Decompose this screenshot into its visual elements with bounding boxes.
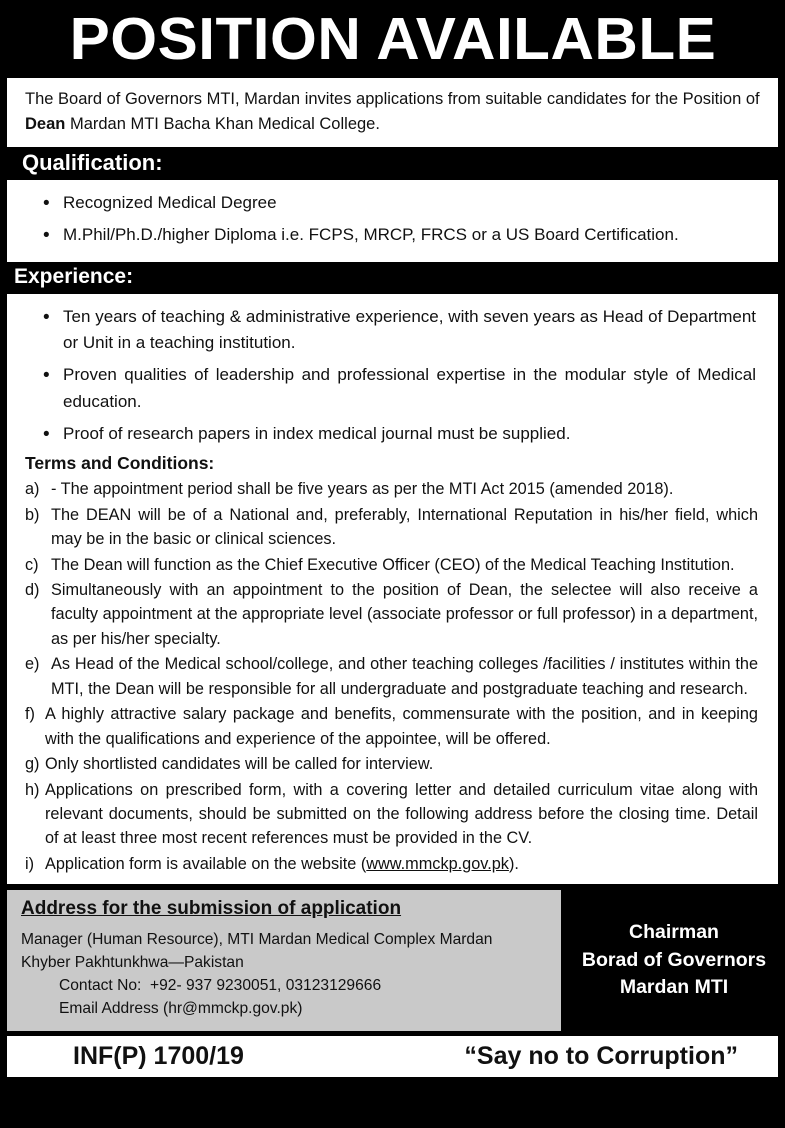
chairman-box bbox=[570, 890, 778, 1031]
qualification-list bbox=[21, 190, 766, 249]
chairman-location: Mardan MTI bbox=[619, 976, 729, 999]
intro-line-1: The Board of Governors MTI, Mardan invites applications from suitable candidates for bbox=[25, 90, 651, 108]
terms-text: A highly attractive salary package and benefits, commensurate with the position, and in keeping with the qualifications and experience of the appointee, will be offered. bbox=[45, 705, 758, 748]
qualification-heading: Qualification: bbox=[22, 150, 163, 176]
terms-item bbox=[21, 778, 766, 851]
contact-label: Contact No: bbox=[59, 977, 142, 995]
terms-marker: g) bbox=[25, 755, 40, 774]
terms-marker: c) bbox=[25, 555, 39, 574]
list-item: • Ten years of teaching & administrative experience, with seven years as Head of Department or Unit in a teaching institution. bbox=[21, 304, 766, 357]
chairman-title: Chairman bbox=[629, 921, 719, 944]
list-item: • Proven qualities of leadership and professional expertise in the modular style of Medical education. bbox=[21, 362, 766, 415]
experience-list bbox=[21, 304, 766, 448]
terms-text bbox=[45, 852, 766, 876]
terms-item bbox=[21, 702, 766, 751]
list-item: • M.Phil/Ph.D./higher Diploma i.e. FCPS, MRCP, FRCS or a US Board Certification. bbox=[21, 222, 766, 248]
position-name: Dean bbox=[25, 115, 66, 134]
terms-item bbox=[21, 852, 766, 876]
terms-item bbox=[21, 578, 766, 651]
terms-item bbox=[21, 553, 766, 577]
terms-text: The DEAN will be of a National and, preferably, International Reputation in his/her field, which may be in the basic or clinical sciences. bbox=[51, 505, 758, 549]
address-heading: Address for the submission of application bbox=[21, 898, 402, 920]
terms-marker: b) bbox=[25, 505, 40, 524]
terms-item bbox=[21, 652, 766, 701]
terms-text: - The appointment period shall be five years as per the MTI Act 2015 (amended 2018). bbox=[51, 480, 674, 499]
footer-row bbox=[7, 890, 778, 1031]
qualification-heading-band bbox=[0, 147, 785, 180]
experience-heading: Experience: bbox=[14, 264, 134, 288]
intro-line-2-suffix: Mardan MTI Bacha Khan Medical College. bbox=[65, 115, 380, 134]
intro-line-2-prefix: the Position of bbox=[655, 90, 760, 108]
inf-number: INF(P) 1700/19 bbox=[73, 1041, 244, 1070]
terms-text-prefix: Application form is available on the website ( bbox=[45, 854, 367, 873]
terms-marker: i) bbox=[25, 854, 35, 873]
terms-item bbox=[21, 752, 766, 776]
experience-terms-panel bbox=[7, 294, 778, 885]
anti-corruption-slogan: “Say no to Corruption” bbox=[464, 1041, 738, 1070]
list-item: • Recognized Medical Degree bbox=[21, 190, 766, 216]
intro-paragraph bbox=[25, 87, 764, 137]
chairman-org: Borad of Governors bbox=[581, 948, 767, 971]
list-item: • Proof of research papers in index medical journal must be supplied. bbox=[21, 421, 766, 447]
experience-heading-band bbox=[0, 262, 785, 294]
contact-line bbox=[21, 975, 551, 998]
terms-text-suffix: ). bbox=[508, 854, 519, 873]
terms-item bbox=[21, 477, 766, 501]
terms-marker: f) bbox=[25, 705, 35, 724]
address-box bbox=[7, 890, 561, 1031]
terms-text: Simultaneously with an appointment to the position of Dean, the selectee will also receive a faculty appointment at the appropriate level (associate professor or full professor) in a department, as per his/her specialty. bbox=[51, 581, 758, 648]
terms-text: The Dean will function as the Chief Executive Officer (CEO) of the Medical Teaching Institution. bbox=[51, 555, 735, 574]
address-line-2: Khyber Pakhtunkhwa—Pakistan bbox=[21, 954, 244, 972]
terms-text: Applications on prescribed form, with a covering letter and detailed curriculum vitae along with relevant documents, should be submitted on the following address before the closing time. Detail of at least three most recent references must be provided in the CV. bbox=[45, 780, 758, 848]
terms-marker: e) bbox=[25, 655, 40, 674]
terms-text: Only shortlisted candidates will be called for interview. bbox=[45, 755, 434, 774]
terms-list bbox=[21, 477, 766, 876]
terms-marker: d) bbox=[25, 581, 40, 600]
bottom-strip bbox=[7, 1036, 778, 1077]
website-link[interactable]: www.mmckp.gov.pk bbox=[366, 854, 509, 873]
terms-item bbox=[21, 503, 766, 552]
terms-marker: h) bbox=[25, 780, 40, 799]
qualification-panel bbox=[7, 180, 778, 262]
page-title: POSITION AVAILABLE bbox=[69, 5, 716, 72]
terms-marker: a) bbox=[25, 480, 40, 499]
terms-text: As Head of the Medical school/college, and other teaching colleges /facilities / institutes within the MTI, the Dean will be responsible for all undergraduate and postgraduate teaching and research. bbox=[51, 655, 758, 698]
address-line-1: Manager (Human Resource), MTI Mardan Medical Complex Mardan bbox=[21, 931, 493, 949]
contact-value: +92- 937 9230051, 03123129666 bbox=[150, 977, 382, 995]
intro-panel bbox=[7, 78, 778, 147]
terms-heading: Terms and Conditions: bbox=[25, 453, 215, 474]
header-banner bbox=[0, 0, 785, 78]
email-line: Email Address (hr@mmckp.gov.pk) bbox=[59, 1000, 303, 1018]
